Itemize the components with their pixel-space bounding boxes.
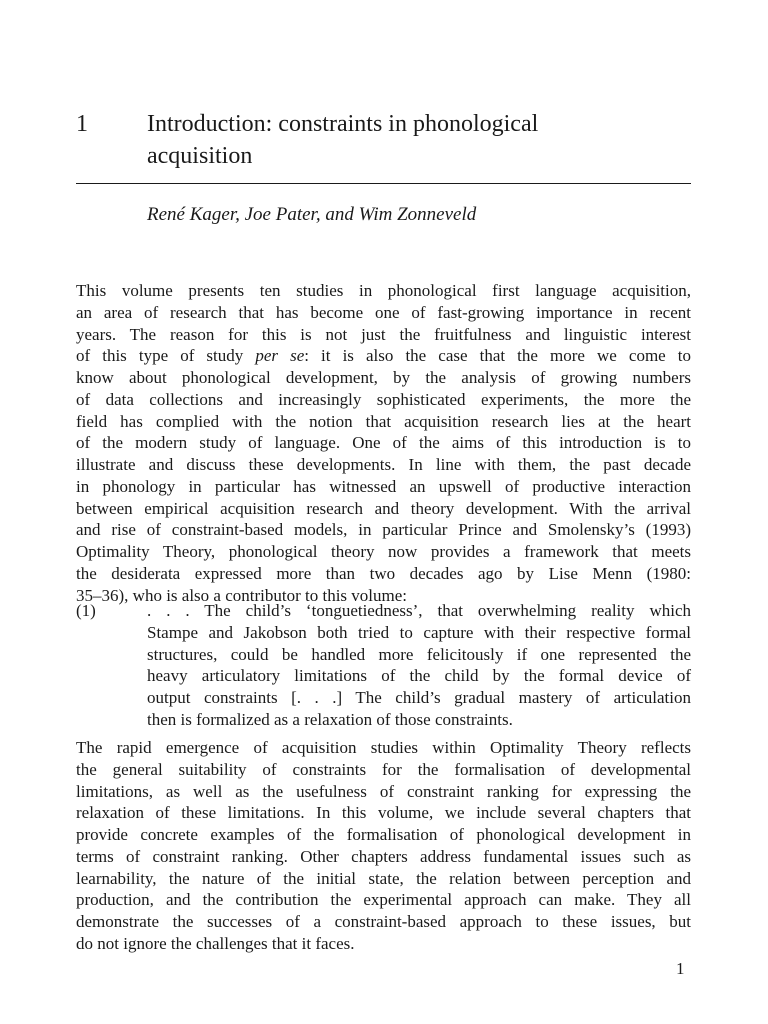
page-number: 1 — [676, 959, 685, 978]
block-quote — [147, 600, 691, 731]
text-line: know about phonological development, by the analysis of growing numbers — [76, 368, 691, 387]
text-line: learnability, the nature of the initial state, the relation between perception and — [76, 868, 691, 888]
quote-line: heavy articulatory limitations of the child by the formal device of — [147, 666, 691, 686]
quote-line: . . . The child’s ‘tonguetiedness’, that overwhelming reality which — [147, 601, 691, 620]
text-line: of the modern study of language. One of the aims of this introduction is to — [76, 433, 691, 453]
quote-line: structures, could be handled more felicitously if one represented the — [147, 644, 691, 664]
intro-paragraph — [76, 280, 691, 606]
text-segment: of this type of study — [76, 346, 256, 366]
text-segment: : it is also the case that the more we come to — [304, 346, 692, 366]
text-line: Optimality Theory, phonological theory now provides a framework that meets — [76, 542, 691, 561]
chapter-number: 1 — [76, 111, 88, 137]
text-line: in phonology in particular has witnessed an upswell of productive interaction — [76, 476, 691, 496]
title-rule — [76, 183, 691, 184]
text-line: demonstrate the successes of a constraint-based approach to these issues, but — [76, 912, 691, 931]
text-line: 35–36), who is also a contributor to this volume: — [76, 585, 407, 605]
text-line: field has complied with the notion that acquisition research lies at the heart — [76, 411, 691, 431]
text-line: The rapid emergence of acquisition studies within Optimality Theory reflects — [76, 738, 691, 757]
text-line: years. The reason for this is not just the fruitfulness and linguistic interest — [76, 324, 691, 344]
text-line: the general suitability of constraints for the formalisation of developmental — [76, 759, 691, 779]
author-list: René Kager, Joe Pater, and Wim Zonneveld — [147, 204, 477, 225]
text-line: an area of research that has become one of fast-growing importance in recent — [76, 302, 691, 322]
text-line: terms of constraint ranking. Other chapters address fundamental issues such as — [76, 846, 691, 866]
chapter-title-line: acquisition — [147, 143, 253, 169]
quote-line: then is formalized as a relaxation of those constraints. — [147, 709, 513, 729]
quote-line: Stampe and Jakobson both tried to capture with their respective formal — [147, 622, 691, 642]
text-line: of data collections and increasingly sophisticated experiments, the more the — [76, 389, 691, 409]
text-line: relaxation of these limitations. In this volume, we include several chapters that — [76, 803, 691, 823]
text-line: illustrate and discuss these developments. In line with them, the past decade — [76, 455, 691, 474]
text-line: and rise of constraint-based models, in particular Prince and Smolensky’s (1993) — [76, 520, 691, 540]
text-line: the desiderata expressed more than two decades ago by Lise Menn (1980: — [76, 563, 691, 583]
quote-line: output constraints [. . .] The child’s gradual mastery of articulation — [147, 688, 691, 707]
text-line: between empirical acquisition research and theory development. With the arrival — [76, 498, 691, 518]
second-paragraph — [76, 737, 691, 955]
chapter-title — [147, 108, 687, 172]
text-line: do not ignore the challenges that it faces. — [76, 933, 355, 953]
text-line: limitations, as well as the usefulness of constraint ranking for expressing the — [76, 781, 691, 801]
text-line: provide concrete examples of the formalisation of phonological development in — [76, 825, 691, 844]
chapter-title-line: Introduction: constraints in phonological — [147, 111, 539, 137]
text-line-with-italic — [76, 345, 691, 367]
example-label: (1) — [76, 601, 96, 620]
text-line: This volume presents ten studies in phonological first language acquisition, — [76, 281, 691, 300]
text-line: production, and the contribution the experimental approach can make. They all — [76, 890, 691, 910]
italic-term: per se — [255, 346, 305, 366]
